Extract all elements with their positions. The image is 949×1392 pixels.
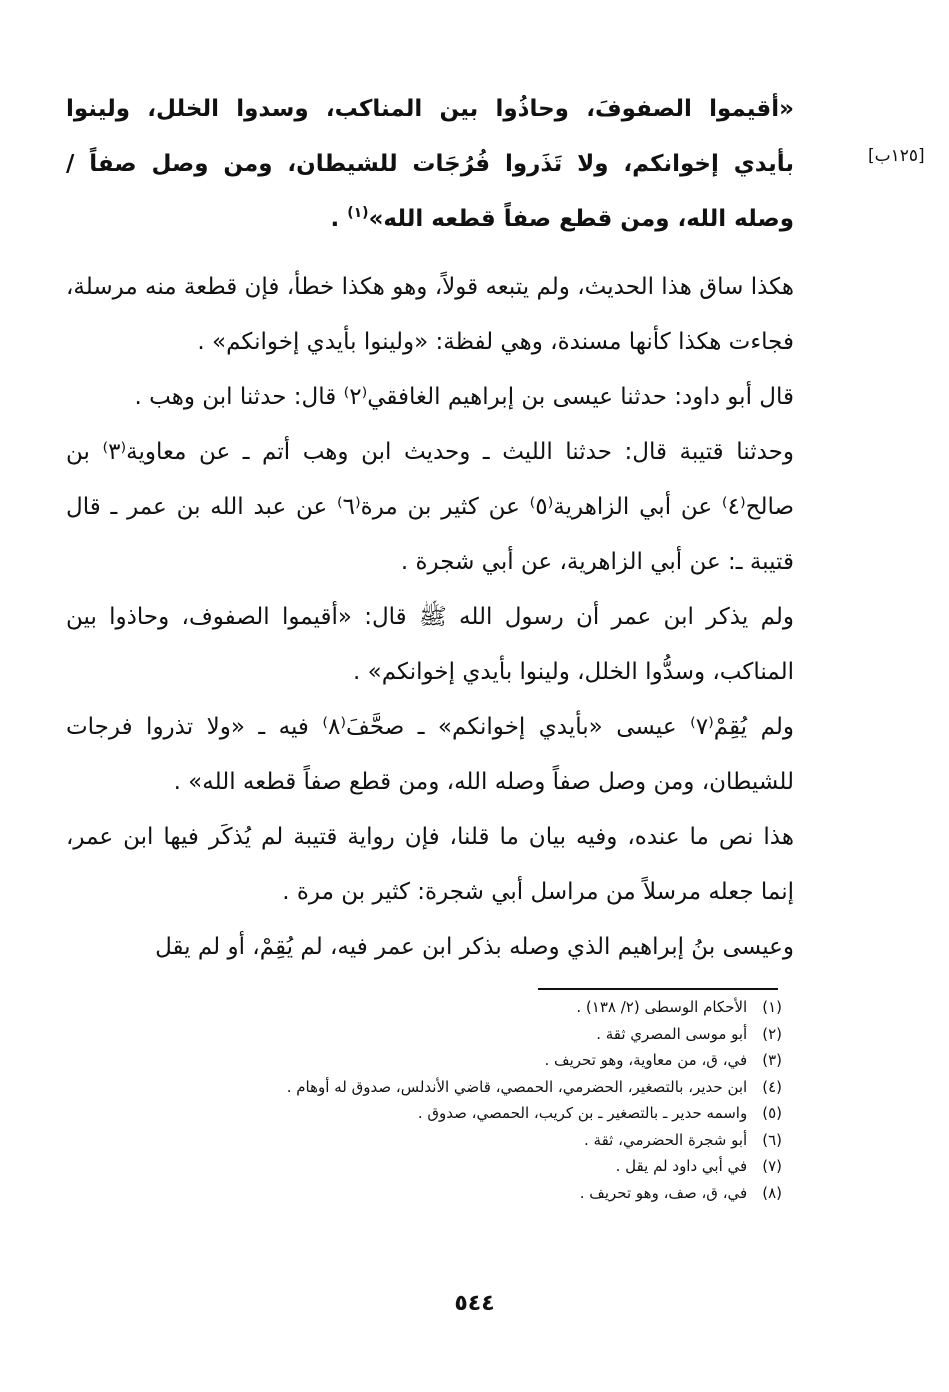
footnote-item xyxy=(180,994,782,1021)
footnote-item xyxy=(180,1127,782,1154)
isnad-abu-dawud-paragraph: قال أبو داود: حدثنا عيسى بن إبراهيم الغافقي⁽٢⁾ قال: حدثنا ابن وهب . xyxy=(134,384,794,410)
analysis-paragraph: هذا نص ما عنده، وفيه بيان ما قلنا، فإن رواية قتيبة لم يُذكَر فيها ابن عمر، إنما جعله مرسلاً من مراسل أبي شجرة: كثير بن مرة . xyxy=(66,824,794,905)
footnote-number: (٨) xyxy=(762,1183,782,1202)
footnote-text: الأحكام الوسطى (٢/ ١٣٨) . xyxy=(576,998,748,1016)
footnote-item xyxy=(180,1180,782,1207)
footnote-separator xyxy=(538,988,778,990)
hadith-quote-text: «أقيموا الصفوفَ، وحاذُوا بين المناكب، وسدوا الخلل، ولينوا بأيدي إخوانكم، ولا تَذَروا فُرُجَات للشيطان، ومن وصل صفاً / وصله الله، ومن قطع صفاً قطعه الله» xyxy=(66,96,794,232)
footnote-text: في، ق، من معاوية، وهو تحريف . xyxy=(544,1051,748,1069)
footnote-item xyxy=(180,1153,782,1180)
footnote-text: في، ق، صف، وهو تحريف . xyxy=(579,1183,748,1202)
isnad-qutayba-paragraph: وحدثنا قتيبة قال: حدثنا الليث ـ وحديث ابن وهب أتم ـ عن معاوية⁽٣⁾ بن صالح⁽٤⁾ عن أبي الزاهرية⁽٥⁾ عن كثير بن مرة⁽٦⁾ عن عبد الله بن عمر ـ قال قتيبة ـ: عن أبي الزاهرية، عن أبي شجرة . xyxy=(66,439,794,575)
commentary-paragraph: هكذا ساق هذا الحديث، ولم يتبعه قولاً، وهو هكذا خطأ، فإن قطعة منه مرسلة، فجاءت هكذا كأنها مسندة، وهي لفظة: «ولينوا بأيدي إخوانكم» . xyxy=(66,274,794,355)
manuscript-folio-note: [١٢٥ب] xyxy=(868,146,925,166)
footnote-text: ابن حدير، بالتصغير، الحضرمي، الحمصي، قاضي الأندلس، صدوق له أوهام . xyxy=(286,1077,748,1096)
footnote-text: واسمه حدير ـ بالتصغير ـ بن كريب، الحمصي، صدوق . xyxy=(417,1104,748,1122)
footnote-text: أبو موسى المصري ثقة . xyxy=(596,1024,748,1043)
footnote-number: (١) xyxy=(762,998,782,1016)
footnote-number: (٧) xyxy=(762,1157,782,1175)
footnote-text: في أبي داود لم يقل . xyxy=(615,1157,748,1175)
footnote-text: أبو شجرة الحضرمي، ثقة . xyxy=(584,1130,748,1149)
hadith-quote-paragraph xyxy=(66,82,794,250)
footnote-item xyxy=(180,1021,782,1048)
footnote-number: (٥) xyxy=(762,1104,782,1122)
footnote-number: (٢) xyxy=(762,1024,782,1043)
footnote-number: (٣) xyxy=(762,1051,782,1069)
continuation-paragraph: وعيسى بنُ إبراهيم الذي وصله بذكر ابن عمر فيه، لم يُقِمْ، أو لم يقل xyxy=(155,934,794,960)
page-number: ٥٤٤ xyxy=(454,1291,495,1316)
footnote-item xyxy=(180,1047,782,1074)
footnote-ref-1: (١) xyxy=(347,205,369,221)
main-text xyxy=(66,82,794,975)
footnote-item xyxy=(180,1100,782,1127)
hadith-quote-end: . xyxy=(330,206,348,232)
ibn-umar-paragraph: ولم يذكر ابن عمر أن رسول الله ﷺ قال: «أقيموا الصفوف، وحاذوا بين المناكب، وسدُّوا الخلل، ولينوا بأيدي إخوانكم» . xyxy=(66,604,794,685)
isa-paragraph: ولم يُقِمْ⁽٧⁾ عيسى «بأيدي إخوانكم» ـ صحَّفَ⁽٨⁾ فيه ـ «ولا تذروا فرجات للشيطان، ومن وصل صفاً وصله الله، ومن قطع صفاً قطعه الله» . xyxy=(66,714,794,795)
footnotes xyxy=(180,994,782,1206)
footnote-number: (٤) xyxy=(762,1077,782,1096)
footnote-item xyxy=(180,1074,782,1101)
footnote-number: (٦) xyxy=(762,1130,782,1149)
